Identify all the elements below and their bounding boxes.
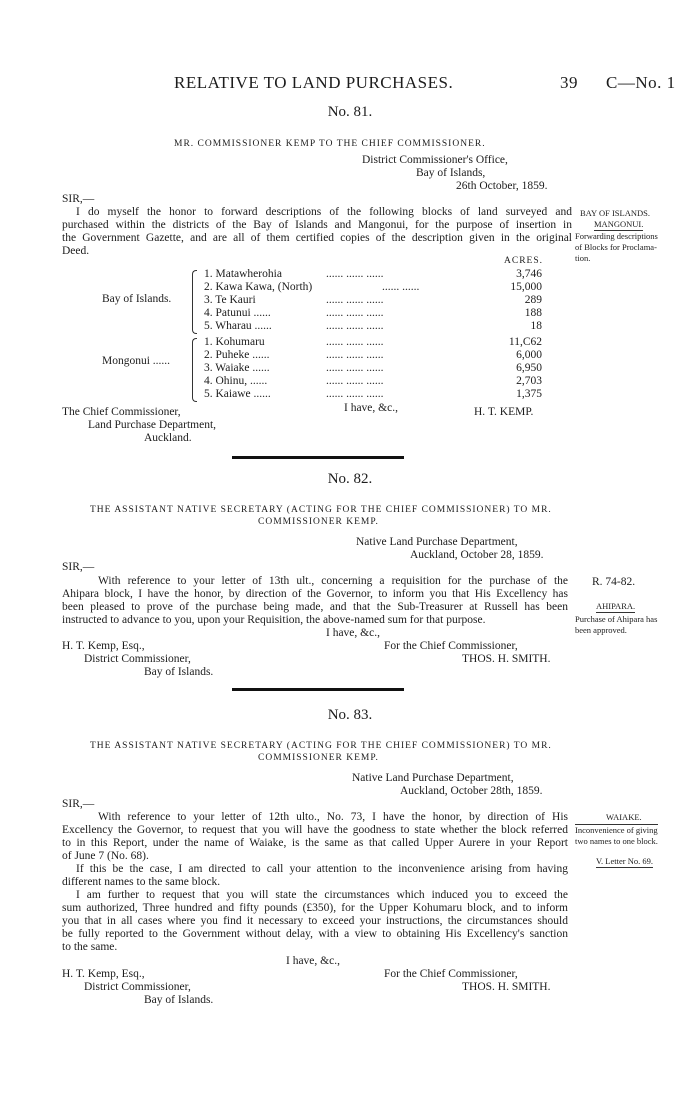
block-leader: ...... ...... (382, 281, 420, 293)
block-acres: 1,375 (516, 388, 542, 400)
letter-81-recipient: The Chief Commissioner, (62, 406, 181, 418)
letter-83-body-line: to the same. (62, 941, 118, 953)
section-divider (232, 688, 404, 691)
letter-83-body-line: Excellency the Governor, to request that you will have the goodness to state whether the block referred (62, 824, 568, 836)
margin-note-reference: R. 74-82. (592, 576, 636, 588)
letter-83-date: Auckland, October 28th, 1859. (400, 785, 543, 797)
letter-82-date: Auckland, October 28, 1859. (410, 549, 544, 561)
block-leader: ...... ...... ...... (326, 320, 384, 332)
letter-81-closing: I have, &c., (344, 402, 398, 414)
letter-81-body-line: the Government Gazette, and are all of them certified copies of the description given in the original (62, 232, 572, 244)
letter-82-heading: COMMISSIONER KEMP. (258, 517, 379, 527)
block-name: 2. Kawa Kawa, (North) (204, 281, 313, 293)
margin-note: Purchase of Ahipara has (575, 614, 658, 624)
letter-82-body-line: instructed to advance to you, upon your Requisition, the above-named sum for that purpose. (62, 614, 486, 626)
block-acres: 15,000 (510, 281, 542, 293)
block-leader: ...... ...... ...... (326, 375, 384, 387)
group-brace (192, 270, 197, 334)
letter-83-for: For the Chief Commissioner, (384, 968, 518, 980)
block-leader: ...... ...... ...... (326, 294, 384, 306)
margin-note: tion. (575, 253, 591, 263)
page-number: 39 (560, 73, 578, 92)
margin-note-place: AHIPARA. (596, 601, 636, 611)
letter-81-number: No. 81. (327, 104, 373, 120)
letter-83-body-line: different names to the same block. (62, 876, 221, 888)
document-reference: C—No. 1 (606, 73, 676, 92)
letter-83-body-line: With reference to your letter of 12th ulto., No. 73, I have the honor, by direction of His (98, 811, 568, 823)
letter-83-body-line: I am further to request that you will state the circumstances which induced you to exceed the (76, 889, 568, 901)
letter-83-body-line: be fully reported to the Government without delay, with a view to obtaining His Excellency's sanction (62, 928, 568, 940)
block-name: 5. Kaiawe ...... (204, 388, 271, 400)
block-leader: ...... ...... ...... (326, 268, 384, 280)
block-leader: ...... ...... ...... (326, 388, 384, 400)
letter-83-signature: THOS. H. SMITH. (462, 981, 551, 993)
margin-note: two names to one block. (575, 836, 658, 846)
block-name: 4. Patunui ...... (204, 307, 271, 319)
letter-83-heading: COMMISSIONER KEMP. (258, 753, 379, 763)
margin-note: Forwarding descriptions (575, 231, 658, 241)
margin-note: been approved. (575, 625, 627, 635)
margin-note-place: MANGONUI. (594, 219, 644, 229)
letter-81-salutation: SIR,— (62, 193, 95, 205)
letter-81-body-line: Deed. (62, 245, 90, 257)
block-leader: ...... ...... ...... (326, 336, 384, 348)
letter-83-recipient: Bay of Islands. (144, 994, 214, 1006)
running-head: RELATIVE TO LAND PURCHASES. (174, 73, 454, 92)
block-name: 4. Ohinu, ...... (204, 375, 268, 387)
group-label-mongonui: Mongonui ...... (102, 355, 171, 367)
block-acres: 3,746 (516, 268, 542, 280)
block-acres: 6,000 (516, 349, 542, 361)
group-label-bay-of-islands: Bay of Islands. (102, 293, 172, 305)
block-acres: 6,950 (516, 362, 542, 374)
letter-82-number: No. 82. (327, 471, 373, 487)
letter-82-salutation: SIR,— (62, 561, 95, 573)
letter-82-closing: I have, &c., (326, 627, 380, 639)
margin-note: of Blocks for Proclama- (575, 242, 657, 252)
letter-81-recipient: Auckland. (144, 432, 192, 444)
block-acres: 188 (524, 307, 542, 319)
block-name: 5. Wharau ...... (204, 320, 272, 332)
letter-82-for: For the Chief Commissioner, (384, 640, 518, 652)
block-leader: ...... ...... ...... (326, 349, 384, 361)
block-name: 1. Kohumaru (204, 336, 265, 348)
letter-83-recipient: District Commissioner, (84, 981, 191, 993)
block-name: 3. Waiake ...... (204, 362, 270, 374)
block-acres: 289 (524, 294, 542, 306)
margin-note-place: BAY OF ISLANDS. (580, 208, 650, 218)
letter-81-address-line-1: District Commissioner's Office, (362, 154, 508, 166)
letter-82-recipient: H. T. Kemp, Esq., (62, 640, 145, 652)
block-name: 1. Matawherohia (204, 268, 282, 280)
letter-82-heading: THE ASSISTANT NATIVE SECRETARY (ACTING FOR THE CHIEF COMMISSIONER) TO MR. (90, 505, 552, 515)
block-acres: 11,C62 (508, 336, 542, 348)
block-name: 2. Puheke ...... (204, 349, 270, 361)
letter-82-recipient: Bay of Islands. (144, 666, 214, 678)
block-name: 3. Te Kauri (204, 294, 256, 306)
margin-note: Inconvenience of giving (575, 825, 658, 835)
letter-82-body-line: With reference to your letter of 13th ult., concerning a requisition for the purchase of the (98, 575, 568, 587)
letter-82-body-line: been pleased to prove of the purchase being made, and that the Sub-Treasurer at Russell has been (62, 601, 568, 613)
letter-83-body-line: you that in all cases where you find it necessary to exceed your instructions, the circumstances should (62, 915, 568, 927)
letter-81-address-line-2: Bay of Islands, (416, 167, 486, 179)
letter-81-heading: MR. COMMISSIONER KEMP TO THE CHIEF COMMISSIONER. (174, 139, 486, 149)
letter-83-body-line: sum authorized, Three hundred and fifty pounds (£350), for the Upper Kohumaru block, and to inform (62, 902, 568, 914)
letter-82-address-line-1: Native Land Purchase Department, (356, 536, 518, 548)
letter-83-body-line: of June 7 (No. 68). (62, 850, 149, 862)
letter-83-heading: THE ASSISTANT NATIVE SECRETARY (ACTING FOR THE CHIEF COMMISSIONER) TO MR. (90, 741, 552, 751)
letter-83-number: No. 83. (327, 707, 373, 723)
block-acres: 2,703 (516, 375, 542, 387)
acres-column-header: ACRES. (504, 256, 543, 266)
letter-81-date: 26th October, 1859. (456, 180, 548, 192)
margin-note-place: WAIAKE. (606, 812, 642, 822)
margin-note-reference: V. Letter No. 69. (596, 856, 653, 866)
letter-83-closing: I have, &c., (286, 955, 340, 967)
letter-82-recipient: District Commissioner, (84, 653, 191, 665)
block-acres: 18 (530, 320, 542, 332)
letter-83-salutation: SIR,— (62, 798, 95, 810)
letter-81-body-line: I do myself the honor to forward descriptions of the following blocks of land surveyed and (76, 206, 572, 218)
section-divider (232, 456, 404, 459)
letter-81-body-line: purchased within the districts of the Bay of Islands and Mangonui, for the purpose of insertion in (62, 219, 572, 231)
letter-82-body-line: Ahipara block, I have the honor, by direction of the Governor, to inform you that His Excellency has (62, 588, 568, 600)
letter-82-signature: THOS. H. SMITH. (462, 653, 551, 665)
letter-83-address-line-1: Native Land Purchase Department, (352, 772, 514, 784)
letter-81-signature: H. T. KEMP. (474, 406, 534, 418)
letter-81-recipient: Land Purchase Department, (88, 419, 217, 431)
block-leader: ...... ...... ...... (326, 307, 384, 319)
letter-83-body-line: If this be the case, I am directed to call your attention to the inconvenience arising from having (76, 863, 568, 875)
block-leader: ...... ...... ...... (326, 362, 384, 374)
letter-83-body-line: to in this Report, under the name of Waiake, is the same as that called Upper Aurere in your Report (62, 837, 568, 849)
group-brace (192, 338, 197, 402)
letter-83-recipient: H. T. Kemp, Esq., (62, 968, 145, 980)
